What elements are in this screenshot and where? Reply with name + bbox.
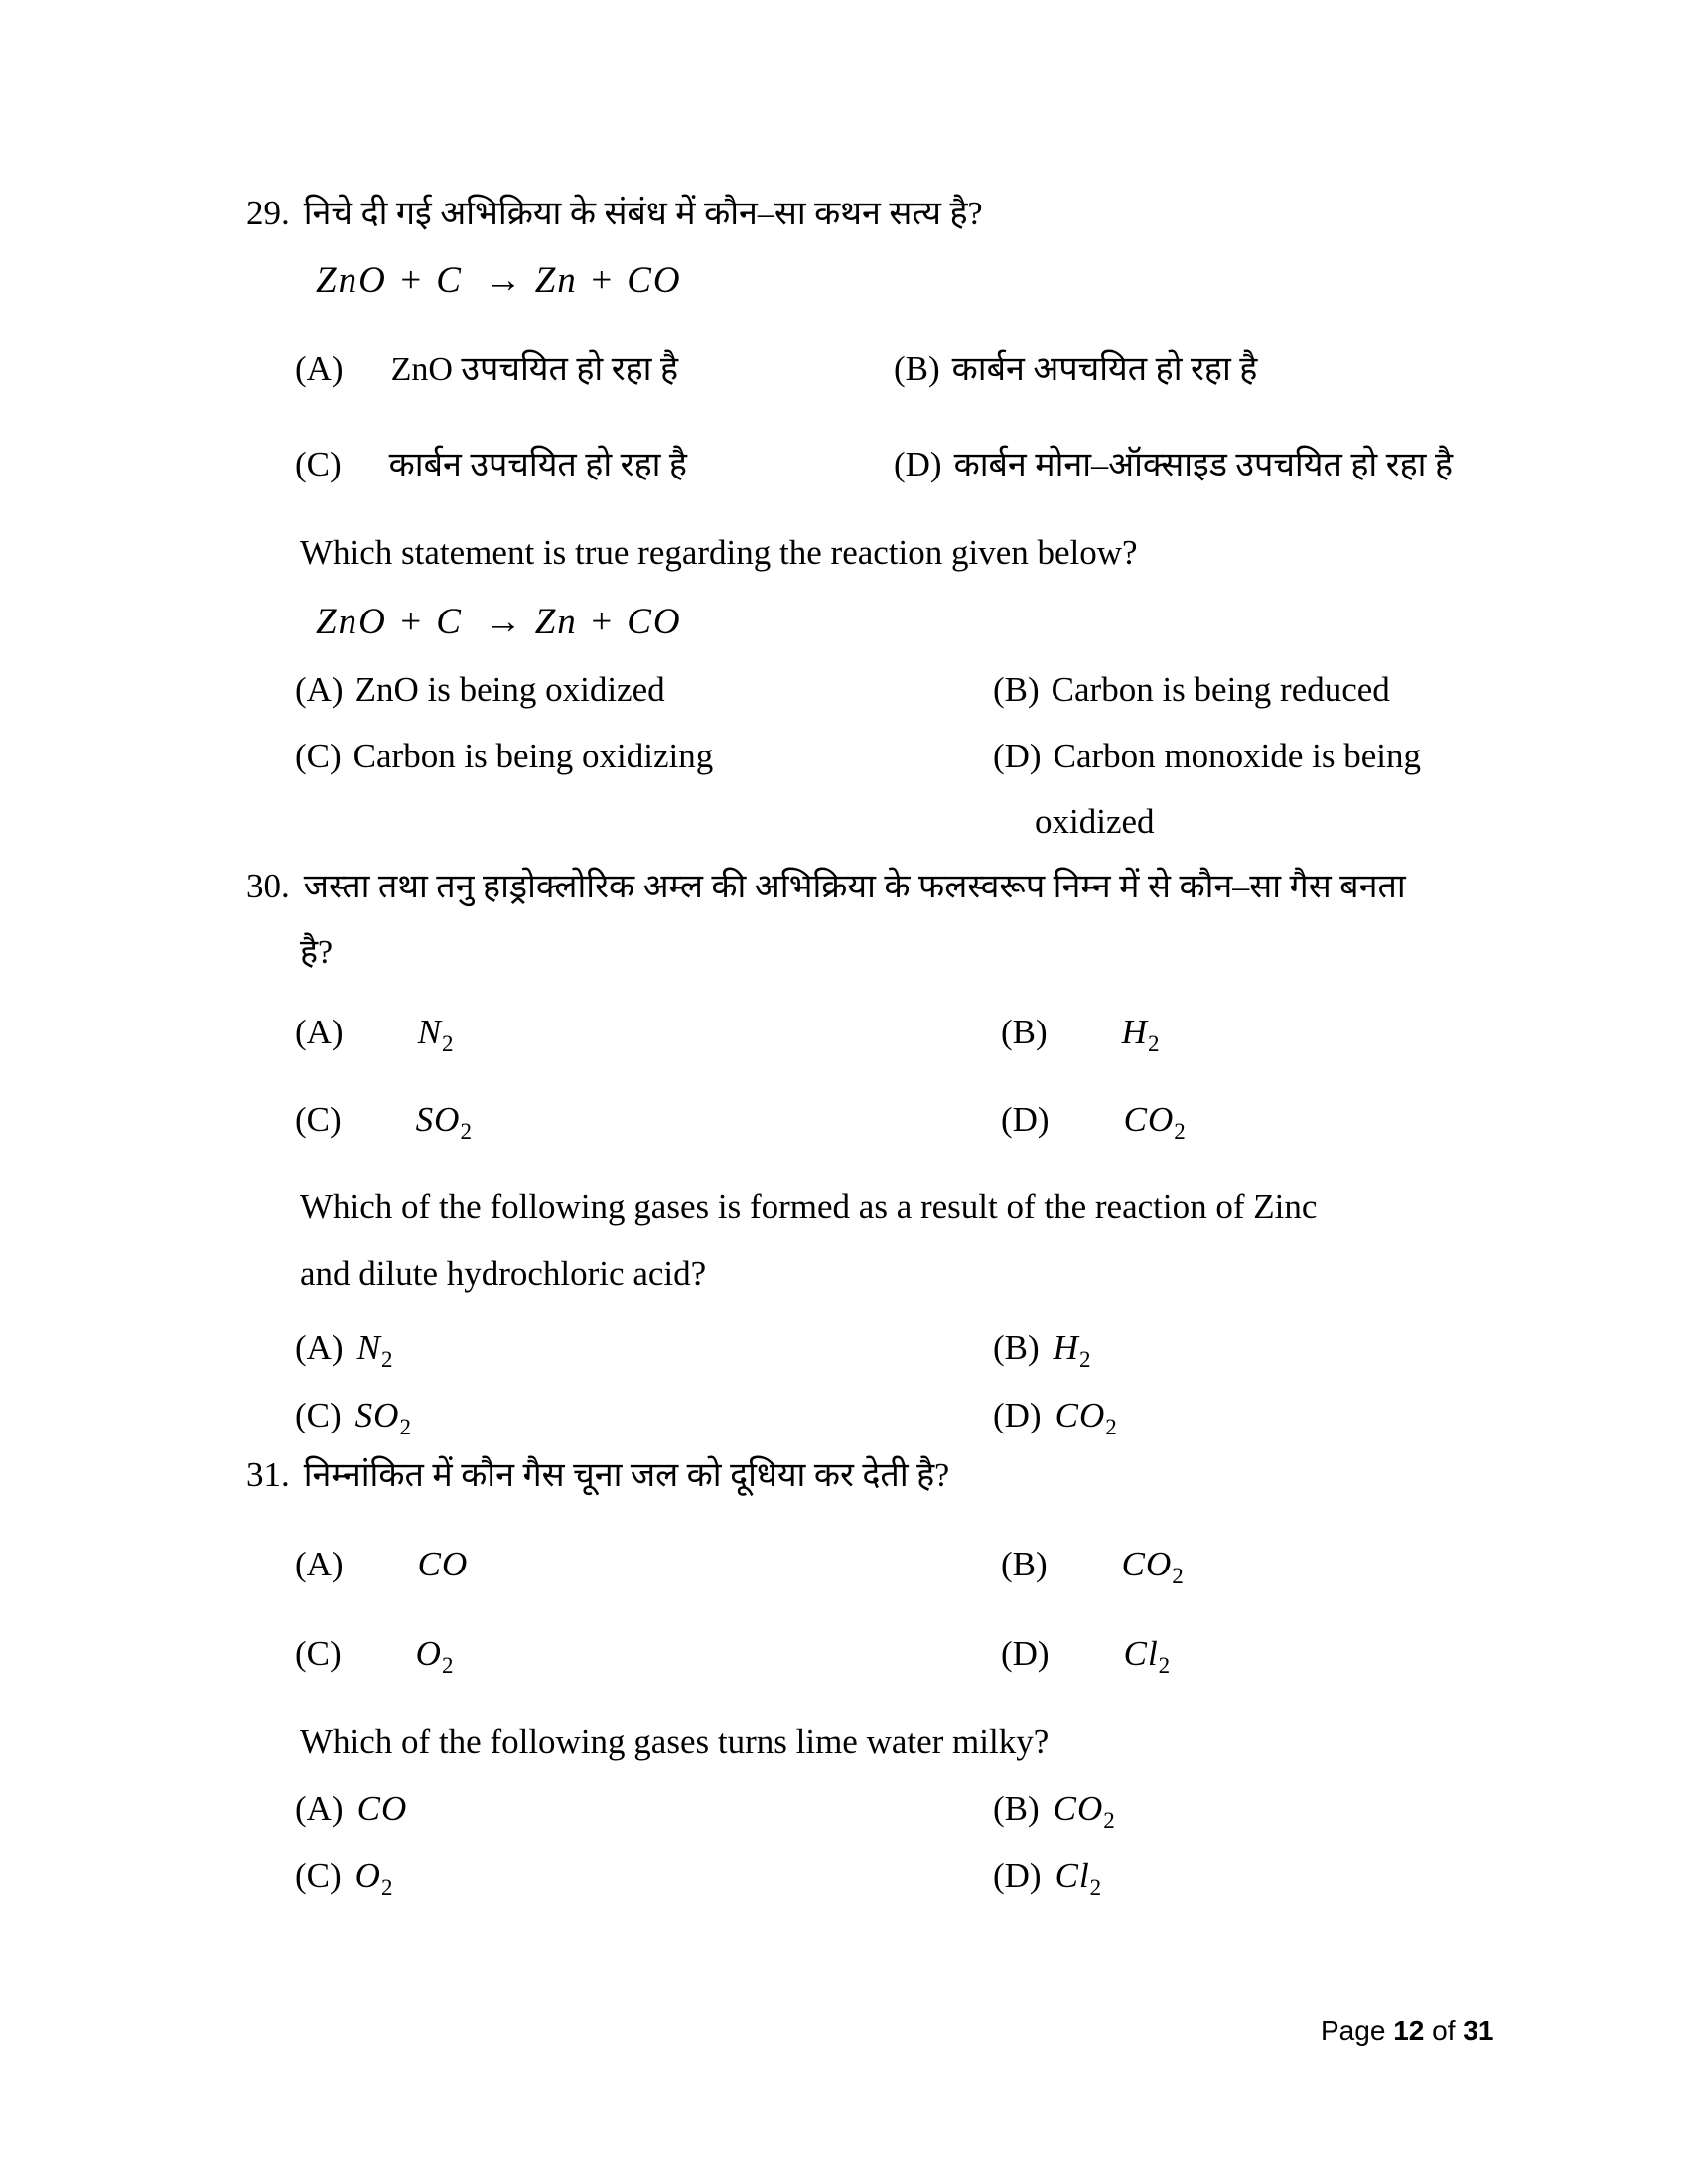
formula-subscript: 2	[399, 1415, 411, 1439]
option-c-formula	[354, 1856, 393, 1900]
question-29-english-text: Which statement is true regarding the reaction given below?	[300, 533, 1138, 572]
question-29-heading	[246, 194, 983, 233]
question-29-hindi-option-b	[894, 349, 1257, 389]
option-d-label: (D)	[1001, 1634, 1050, 1673]
option-a-formula	[357, 1789, 408, 1828]
option-c-label: (C)	[295, 1856, 342, 1895]
option-b-label: (B)	[993, 1789, 1040, 1828]
question-30-english-text-line2: and dilute hydrochloric acid?	[300, 1254, 707, 1293]
formula-base: CO	[1053, 1789, 1104, 1828]
option-b-text: Carbon is being reduced	[1051, 670, 1390, 709]
option-c-formula	[415, 1634, 454, 1678]
question-31-english-option-d	[993, 1856, 1102, 1900]
formula-subscript: 2	[1158, 1653, 1171, 1678]
option-b-label: (B)	[894, 349, 940, 388]
footer-of-word: of	[1432, 2015, 1456, 2046]
option-a-label: (A)	[295, 1328, 344, 1367]
formula-subscript: 2	[460, 1119, 472, 1144]
formula-subscript: 2	[380, 1347, 393, 1372]
formula-subscript: 2	[1147, 1031, 1160, 1056]
question-29-hindi-option-a	[295, 349, 678, 389]
formula-base: SO	[415, 1100, 461, 1139]
option-b-formula	[1121, 1545, 1184, 1588]
option-c-label: (C)	[295, 1100, 342, 1139]
formula-subscript: 2	[1089, 1875, 1102, 1900]
question-29-english-option-b	[993, 670, 1390, 710]
footer-total-pages: 31	[1463, 2015, 1494, 2046]
formula-subscript: 2	[1172, 1564, 1184, 1588]
option-d-formula	[1123, 1100, 1186, 1144]
formula-base: CO	[1055, 1396, 1106, 1434]
question-31-english-text: Which of the following gases turns lime water milky?	[300, 1722, 1050, 1761]
option-b-formula	[1121, 1013, 1160, 1056]
option-c-text: Carbon is being oxidizing	[352, 737, 714, 775]
question-30-english-text-line1: Which of the following gases is formed as a result of the reaction of Zinc	[300, 1187, 1318, 1226]
formula-base: CO	[1121, 1545, 1173, 1583]
option-c-label: (C)	[295, 1396, 342, 1434]
option-b-label: (B)	[993, 1328, 1040, 1367]
option-d-formula	[1123, 1634, 1171, 1678]
question-31-english-option-a	[295, 1789, 407, 1829]
option-c-text: कार्बन उपचयित हो रहा है	[388, 447, 687, 483]
option-c-label: (C)	[295, 1634, 342, 1673]
question-30-hindi-text-line1: जस्ता तथा तनु हाड्रोक्लोरिक अम्ल की अभिक्रिया के फलस्वरूप निम्न में से कौन–सा गैस बनता	[303, 869, 1406, 905]
option-b-label: (B)	[993, 670, 1040, 709]
question-30-hindi-option-b	[1001, 1013, 1160, 1056]
question-31-hindi-option-c	[295, 1634, 454, 1678]
option-b-text: कार्बन अपचयित हो रहा है	[951, 351, 1258, 388]
formula-base: N	[356, 1328, 381, 1367]
formula-subscript: 2	[441, 1031, 454, 1056]
question-31-english-option-b	[993, 1789, 1115, 1833]
question-30-hindi-option-c	[295, 1100, 472, 1144]
question-29-english-option-d-continuation: oxidized	[1035, 802, 1155, 841]
formula-base: CO	[1123, 1100, 1175, 1139]
option-a-formula	[417, 1013, 454, 1056]
formula-base: H	[1053, 1328, 1079, 1367]
question-31-heading	[246, 1455, 949, 1495]
question-29-english-option-a	[295, 670, 665, 710]
question-30-hindi-option-a	[295, 1013, 454, 1056]
option-a-label: (A)	[295, 349, 344, 388]
option-d-label: (D)	[894, 445, 942, 483]
question-31-hindi-option-d	[1001, 1634, 1171, 1678]
option-c-formula	[415, 1100, 472, 1144]
question-29-english-option-c	[295, 737, 713, 776]
formula-base: Cl	[1123, 1634, 1159, 1673]
option-d-formula	[1055, 1396, 1117, 1439]
question-29-number: 29.	[246, 194, 290, 232]
option-c-formula	[354, 1396, 411, 1439]
question-29-equation-english: ZnO + C → Zn + CO	[316, 602, 682, 642]
formula-base: H	[1121, 1013, 1148, 1051]
question-29-hindi-option-c	[295, 445, 687, 484]
question-30-english-option-c	[295, 1396, 411, 1439]
question-31-english-option-c	[295, 1856, 393, 1900]
option-b-formula	[1053, 1328, 1091, 1372]
option-a-label: (A)	[295, 1789, 344, 1828]
question-31-hindi-text: निम्नांकित में कौन गैस चूना जल को दूधिया कर देती है?	[303, 1457, 950, 1494]
formula-base: O	[415, 1634, 442, 1673]
option-b-label: (B)	[1001, 1013, 1048, 1051]
option-b-formula	[1053, 1789, 1115, 1833]
question-29-hindi-option-d	[894, 445, 1453, 484]
option-d-label: (D)	[1001, 1100, 1050, 1139]
formula-base: CO	[417, 1545, 469, 1583]
question-30-english-option-d	[993, 1396, 1117, 1439]
option-d-formula	[1055, 1856, 1102, 1900]
question-29-hindi-text: निचे दी गई अभिक्रिया के संबंध में कौन–सा कथन सत्य है?	[303, 196, 983, 232]
option-d-label: (D)	[993, 737, 1042, 775]
formula-subscript: 2	[1174, 1119, 1186, 1144]
question-31-hindi-option-b	[1001, 1545, 1184, 1588]
formula-base: O	[354, 1856, 381, 1895]
formula-base: SO	[354, 1396, 400, 1434]
page-footer	[1321, 2015, 1493, 2047]
formula-subscript: 2	[1078, 1347, 1091, 1372]
formula-base: Cl	[1055, 1856, 1090, 1895]
option-d-text: कार्बन मोना–ऑक्साइड उपचयित हो रहा है	[953, 447, 1454, 483]
formula-subscript: 2	[1103, 1808, 1115, 1833]
question-30-english-option-b	[993, 1328, 1091, 1372]
footer-page-number: 12	[1393, 2015, 1425, 2046]
option-c-label: (C)	[295, 445, 342, 483]
question-29-equation-hindi: ZnO + C → Zn + CO	[316, 260, 682, 301]
footer-page-word: Page	[1321, 2015, 1386, 2046]
option-d-text: Carbon monoxide is being	[1053, 737, 1421, 775]
option-b-label: (B)	[1001, 1545, 1048, 1583]
option-d-label: (D)	[993, 1856, 1042, 1895]
option-a-text: ZnO उपचयित हो रहा है	[390, 351, 679, 388]
option-c-label: (C)	[295, 737, 342, 775]
question-31-number: 31.	[246, 1455, 290, 1494]
question-30-hindi-text-line2: है?	[300, 934, 334, 971]
formula-subscript: 2	[380, 1875, 393, 1900]
formula-base: N	[417, 1013, 442, 1051]
option-a-formula	[356, 1328, 393, 1372]
question-30-english-option-a	[295, 1328, 393, 1372]
option-a-label: (A)	[295, 670, 344, 709]
option-a-label: (A)	[295, 1545, 344, 1583]
formula-subscript: 2	[441, 1653, 454, 1678]
formula-subscript: 2	[1105, 1415, 1117, 1439]
option-a-label: (A)	[295, 1013, 344, 1051]
question-30-number: 30.	[246, 867, 290, 905]
question-31-hindi-option-a	[295, 1545, 468, 1584]
option-a-formula	[418, 1545, 469, 1583]
question-30-heading	[246, 867, 1406, 906]
formula-base: CO	[356, 1789, 408, 1828]
question-30-hindi-option-d	[1001, 1100, 1186, 1144]
option-d-label: (D)	[993, 1396, 1042, 1434]
question-29-english-option-d	[993, 737, 1421, 776]
option-a-text: ZnO is being oxidized	[354, 670, 665, 709]
